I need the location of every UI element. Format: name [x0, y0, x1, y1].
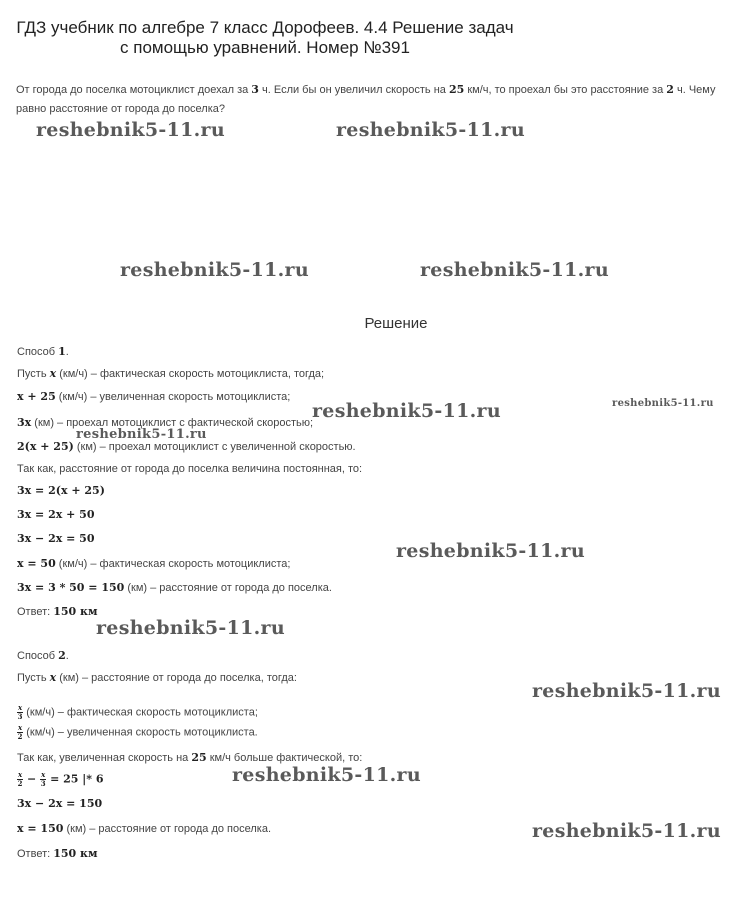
problem-number: 3 [251, 83, 259, 96]
answer-value: 150 км [53, 847, 98, 860]
method-2-answer [17, 847, 98, 861]
method-1-eq-2: 3x = 2x + 50 [17, 508, 95, 521]
watermark: reshebnik5-11.ru [96, 617, 285, 639]
method-1-eq-1: 3x = 2(x + 25) [17, 484, 105, 497]
line-text: (км/ч) – увеличенная скорость мотоциклиста; [55, 391, 291, 403]
method-2-line-2 [17, 704, 258, 721]
method-1-line-1 [17, 367, 324, 381]
line-text: (км) – расстояние от города до поселка. [63, 823, 272, 835]
line-text: (км/ч) – фактическая скорость мотоциклиста, тогда; [56, 368, 325, 380]
title-line-2: с помощью уравнений. Номер №391 [120, 38, 410, 57]
watermark: reshebnik5-11.ru [612, 398, 714, 409]
method-1-line-2 [17, 390, 290, 404]
method-1-label: Способ 1. [17, 345, 69, 358]
problem-number: 25 [448, 83, 465, 96]
line-text: км/ч больше фактической, то: [206, 752, 363, 764]
method-1-answer [17, 605, 98, 619]
math-expr: x = 150 [17, 822, 64, 835]
watermark: reshebnik5-11.ru [532, 820, 721, 842]
fraction-denominator: 2 [17, 732, 23, 741]
line-text: Так как, увеличенная скорость на [17, 752, 192, 764]
method-1-line-4 [17, 440, 356, 454]
problem-text: ч. Если бы он увеличил скорость на [258, 84, 449, 96]
method-number: 1 [58, 345, 66, 358]
watermark: reshebnik5-11.ru [532, 680, 721, 702]
title-line-1: ГДЗ учебник по алгебре 7 класс Дорофеев. 4.4 Решение задач [16, 18, 514, 37]
method-1-eq-3: 3x − 2x = 50 [17, 532, 95, 545]
watermark: reshebnik5-11.ru [76, 427, 207, 442]
watermark: reshebnik5-11.ru [396, 540, 585, 562]
problem-text: ч. Чему равно расстояние от города до поселка? [16, 84, 716, 115]
line-text: (км/ч) – увеличенная скорость мотоциклиста. [23, 726, 258, 739]
fraction-numerator: x [41, 770, 46, 779]
math-expr: = 25 |* 6 [46, 772, 104, 786]
method-label-text: Способ [17, 650, 59, 662]
line-text: (км/ч) – фактическая скорость мотоциклиста; [55, 558, 291, 570]
watermark: reshebnik5-11.ru [120, 259, 309, 281]
watermark: reshebnik5-11.ru [232, 764, 421, 786]
problem-number: 2 [666, 83, 674, 96]
solution-heading: Решение [364, 315, 428, 332]
fraction-numerator: x [18, 723, 23, 732]
method-2-label: Способ 2. [17, 649, 69, 662]
method-2-line-4 [17, 751, 362, 765]
method-1-eq-4 [17, 557, 290, 571]
page-title [0, 18, 530, 58]
fraction-numerator: x [18, 770, 23, 779]
answer-label: Ответ: [17, 848, 54, 860]
method-2-eq-2: 3x − 2x = 150 [17, 797, 103, 810]
method-2-eq-3 [17, 822, 271, 836]
line-text: Пусть [17, 368, 50, 380]
line-text: Пусть [17, 672, 50, 684]
method-2-line-1 [17, 671, 297, 685]
answer-value: 150 км [53, 605, 98, 618]
fraction-numerator: x [18, 703, 23, 712]
fraction-denominator: 2 [17, 779, 23, 788]
line-text: (км) – проехал мотоциклист с фактической скоростью; [31, 417, 314, 429]
method-2-eq-1 [17, 771, 104, 788]
math-expr: 2(x + 25) [17, 440, 74, 453]
method-1-line-5: Так как, расстояние от города до поселка величина постоянная, то: [17, 463, 363, 475]
math-expr: 3x [17, 416, 32, 429]
fraction-denominator: 3 [17, 712, 23, 721]
problem-statement [16, 80, 742, 119]
method-label-text: Способ [17, 346, 59, 358]
math-var: x [49, 367, 57, 380]
math-var: x [49, 671, 57, 684]
line-text: (км) – расстояние от города до поселка. [124, 582, 332, 594]
method-number: 2 [58, 649, 66, 662]
math-operator: − [23, 772, 41, 786]
line-text: (км) – расстояние от города до поселка, тогда: [56, 672, 297, 684]
watermark: reshebnik5-11.ru [336, 119, 525, 141]
math-expr: x + 25 [17, 390, 56, 403]
math-expr: 3x = 3 * 50 = 150 [17, 581, 125, 594]
line-text: (км) – проехал мотоциклист с увеличенной скоростью. [73, 441, 356, 453]
method-2-line-3 [17, 724, 258, 741]
fraction-denominator: 3 [40, 779, 46, 788]
problem-text: км/ч, то проехал бы это расстояние за [464, 84, 667, 96]
answer-label: Ответ: [17, 606, 54, 618]
watermark: reshebnik5-11.ru [312, 400, 501, 422]
problem-text: От города до поселка мотоциклист доехал за [16, 84, 252, 96]
method-1-eq-5 [17, 581, 332, 595]
math-number: 25 [191, 751, 207, 764]
math-expr: x = 50 [17, 557, 56, 570]
watermark: reshebnik5-11.ru [36, 119, 225, 141]
watermark: reshebnik5-11.ru [420, 259, 609, 281]
line-text: (км/ч) – фактическая скорость мотоциклиста; [23, 706, 258, 719]
